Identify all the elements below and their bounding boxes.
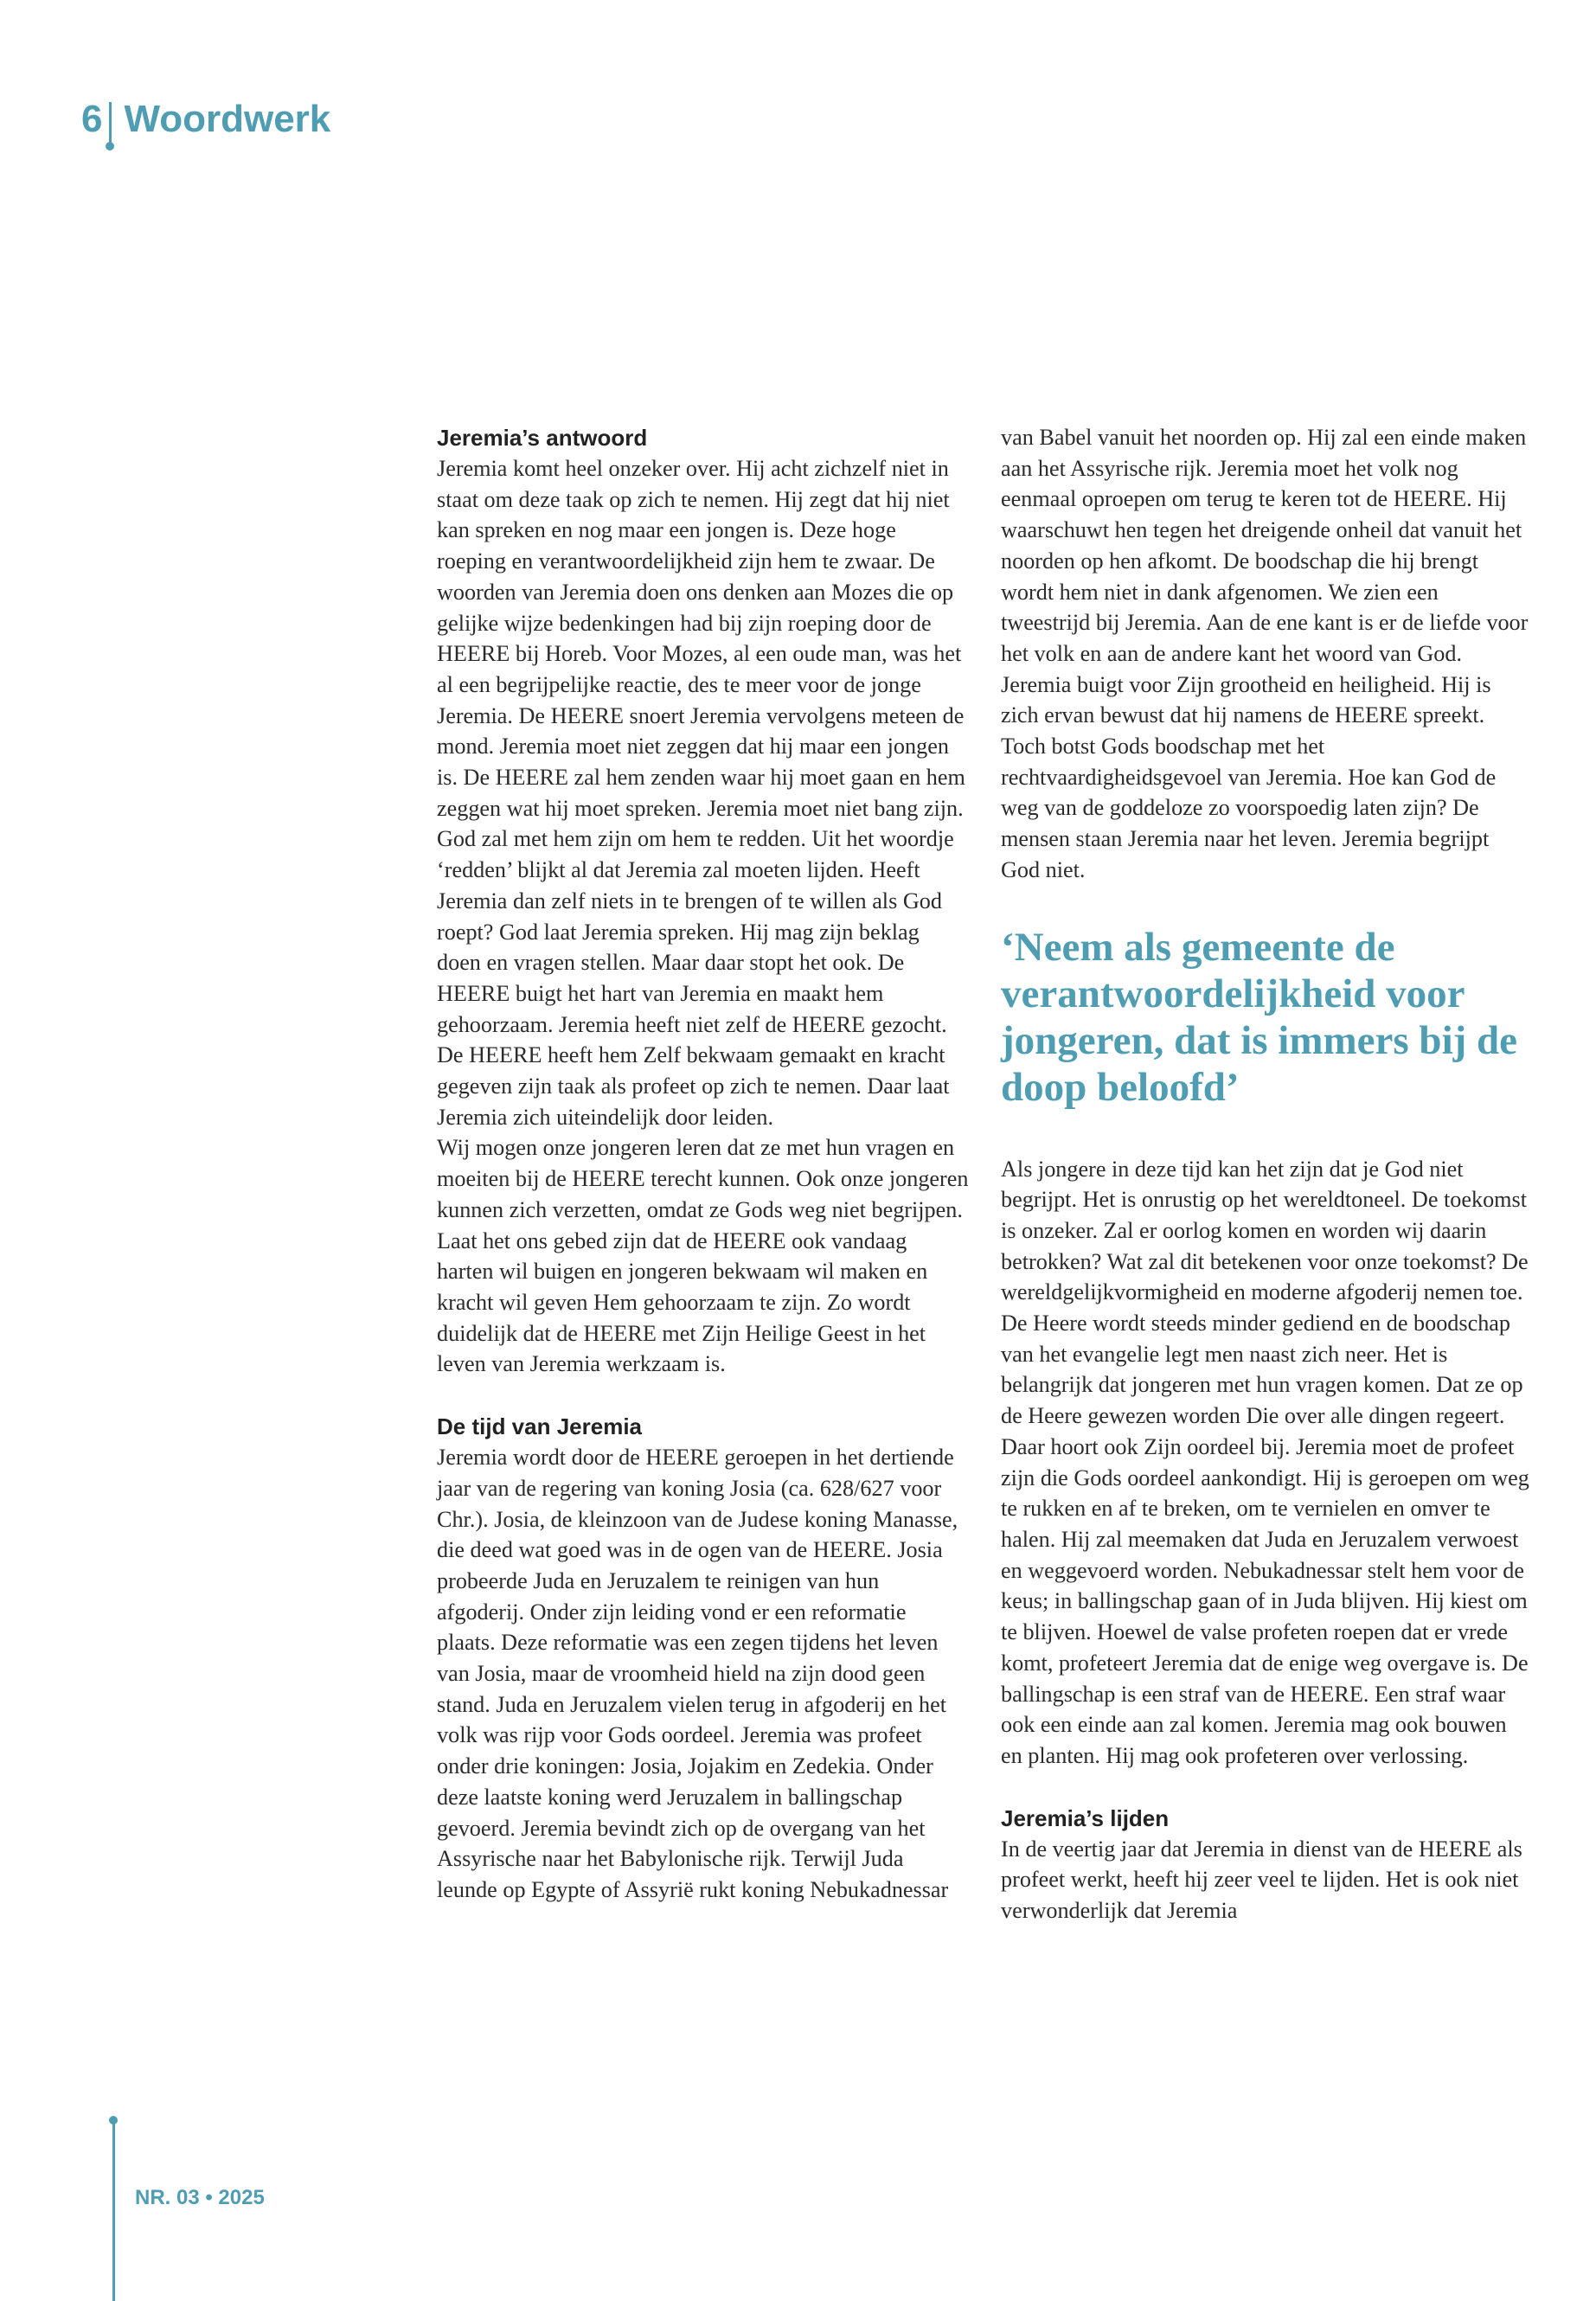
spacer [437,1380,969,1411]
paragraph: Als jongere in deze tijd kan het zijn dat je God niet begrijpt. Het is onrustig op het wereldtoneel. De toekomst is onzeker. Zal er oorlog komen en worden wij daarin betrokken? Wat zal dit betekenen voor onze toekomst? De wereldgelijkvormigheid en moderne afgoderij nemen toe. De Heere wordt steeds minder gediend en de boodschap van het evangelie legt men naast zich neer. Het is belangrijk dat jongeren met hun vragen komen. Dat ze op de Heere gewezen worden Die over alle dingen regeert. Daar hoort ook Zijn oordeel bij. Jeremia moet de profeet zijn die Gods oordeel aankondigt. Hij is geroepen om weg te rukken en af te breken, om te vernielen en omver te halen. Hij zal meemaken dat Juda en Jeruzalem verwoest en weggevoerd worden. Nebukadnessar stelt hem voor de keus; in ballingschap gaan of in Juda blijven. Hij kiest om te blijven. Hoewel de valse profeten roepen dat er vrede komt, profeteert Jeremia dat de enige weg overgave is. De ballingschap is een straf van de HEERE. Een straf waar ook een einde aan zal komen. Jeremia mag ook bouwen en planten. Hij mag ook profeteren over verlossing. [1001,1156,1529,1768]
paragraph: Wij mogen onze jongeren leren dat ze met hun vragen en moeiten bij de HEERE terecht kunnen. Ook onze jongeren kunnen zich verzetten, omdat ze Gods weg niet begrijpen. Laat het ons gebed zijn dat de HEERE ook vandaag harten wil buigen en jongeren bekwaam wil maken en kracht wil geven Hem gehoorzaam te zijn. Zo wordt duidelijk dat de HEERE met Zijn Heilige Geest in het leven van Jeremia werkzaam is. [437,1135,969,1377]
paragraph: van Babel vanuit het noorden op. Hij zal een einde maken aan het Assyrische rijk. Jeremia moet het volk nog eenmaal oproepen om terug te keren tot de HEERE. Hij waarschuwt hen tegen het dreigende onheil dat vanuit het noorden op hen afkomt. De boodschap die hij brengt wordt hem niet in dank afgenomen. We zien een tweestrijd bij Jeremia. Aan de ene kant is er de liefde voor het volk en aan de andere kant het woord van God. Jeremia buigt voor Zijn grootheid en heiligheid. Hij is zich ervan bewust dat hij namens de HEERE spreekt. Toch botst Gods boodschap met het rechtvaardigheidsgevoel van Jeremia. Hoe kan God de weg van de goddeloze zo voorspoedig laten zijn? De mensen staan Jeremia naar het leven. Jeremia begrijpt God niet. [1001,425,1529,882]
page-header [81,93,330,138]
paragraph: Jeremia wordt door de HEERE geroepen in het dertiende jaar van de regering van koning Josia (ca. 628/627 voor Chr.). Josia, de kleinzoon van de Judese koning Manasse, die deed wat goed was in de ogen van de HEERE. Josia probeerde Juda en Jeruzalem te reinigen van hun afgoderij. Onder zijn leiding vond er een reformatie plaats. Deze reformatie was een zegen tijdens het leven van Josia, maar de vroomheid hield na zijn dood geen stand. Juda en Jeruzalem vielen terug in afgoderij en het volk was rijp voor Gods oordeel. Jeremia was profeet onder drie koningen: Josia, Jojakim en Zedekia. Onder deze laatste koning werd Jeruzalem in ballingschap gevoerd. Jeremia bevindt zich op de overgang van het Assyrische naar het Babylonische rijk. Terwijl Juda leunde op Egypte of Assyrië rukt koning Nebukadnessar [437,1445,958,1902]
section-title: Woordwerk [124,98,331,140]
paragraph: Jeremia komt heel onzeker over. Hij acht zichzelf niet in staat om deze taak op zich te nemen. Hij zegt dat hij niet kan spreken en nog maar een jongen is. Deze hoge roeping en verantwoordelijkheid zijn hem te zwaar. De woorden van Jeremia doen ons denken aan Mozes die op gelijke wijze bedenkingen had bij zijn roeping door de HEERE bij Horeb. Voor Mozes, al een oude man, was het al een begrijpelijke reactie, des te meer voor de jonge Jeremia. De HEERE snoert Jeremia vervolgens meteen de mond. Jeremia moet niet zeggen dat hij maar een jongen is. De HEERE zal hem zenden waar hij moet gaan en hem zeggen wat hij moet spreken. Jeremia moet niet bang zijn. God zal met hem zijn om hem te redden. Uit het woordje ‘redden’ blijkt al dat Jeremia zal moeten lijden. Heeft Jeremia dan zelf niets in te brengen of te willen als God roept? God laat Jeremia spreken. Hij mag zijn beklag doen en vragen stellen. Maar daar stopt het ook. De HEERE buigt het hart van Jeremia en maakt hem gehoorzaam. Jeremia heeft niet zelf de HEERE gezocht. De HEERE heeft hem Zelf bekwaam gemaakt en kracht gegeven zijn taak als profeet op zich te nemen. Daar laat Jeremia zich uiteindelijk door leiden. [437,456,965,1130]
spacer [1001,1772,1533,1803]
subheading: Jeremia’s lijden [1001,1804,1170,1831]
footer-rule [112,2119,115,2301]
page-number: 6 [81,98,103,140]
article-column-right [1001,422,1533,1926]
pull-quote: ‘Neem als gemeente de verantwoordelijkheid voor jongeren, dat is immers bij de doop beloofd’ [1001,924,1518,1110]
article-column-left [437,422,969,1906]
issue-label: NR. 03 • 2025 [135,2186,265,2209]
header-divider [109,102,112,147]
subheading: De tijd van Jeremia [437,1413,642,1440]
subheading: Jeremia’s antwoord [437,425,648,451]
paragraph: In de veertig jaar dat Jeremia in dienst van de HEERE als profeet werkt, heeft hij zeer veel te lijden. Het is ook niet verwonderlijk dat Jeremia [1001,1836,1522,1924]
